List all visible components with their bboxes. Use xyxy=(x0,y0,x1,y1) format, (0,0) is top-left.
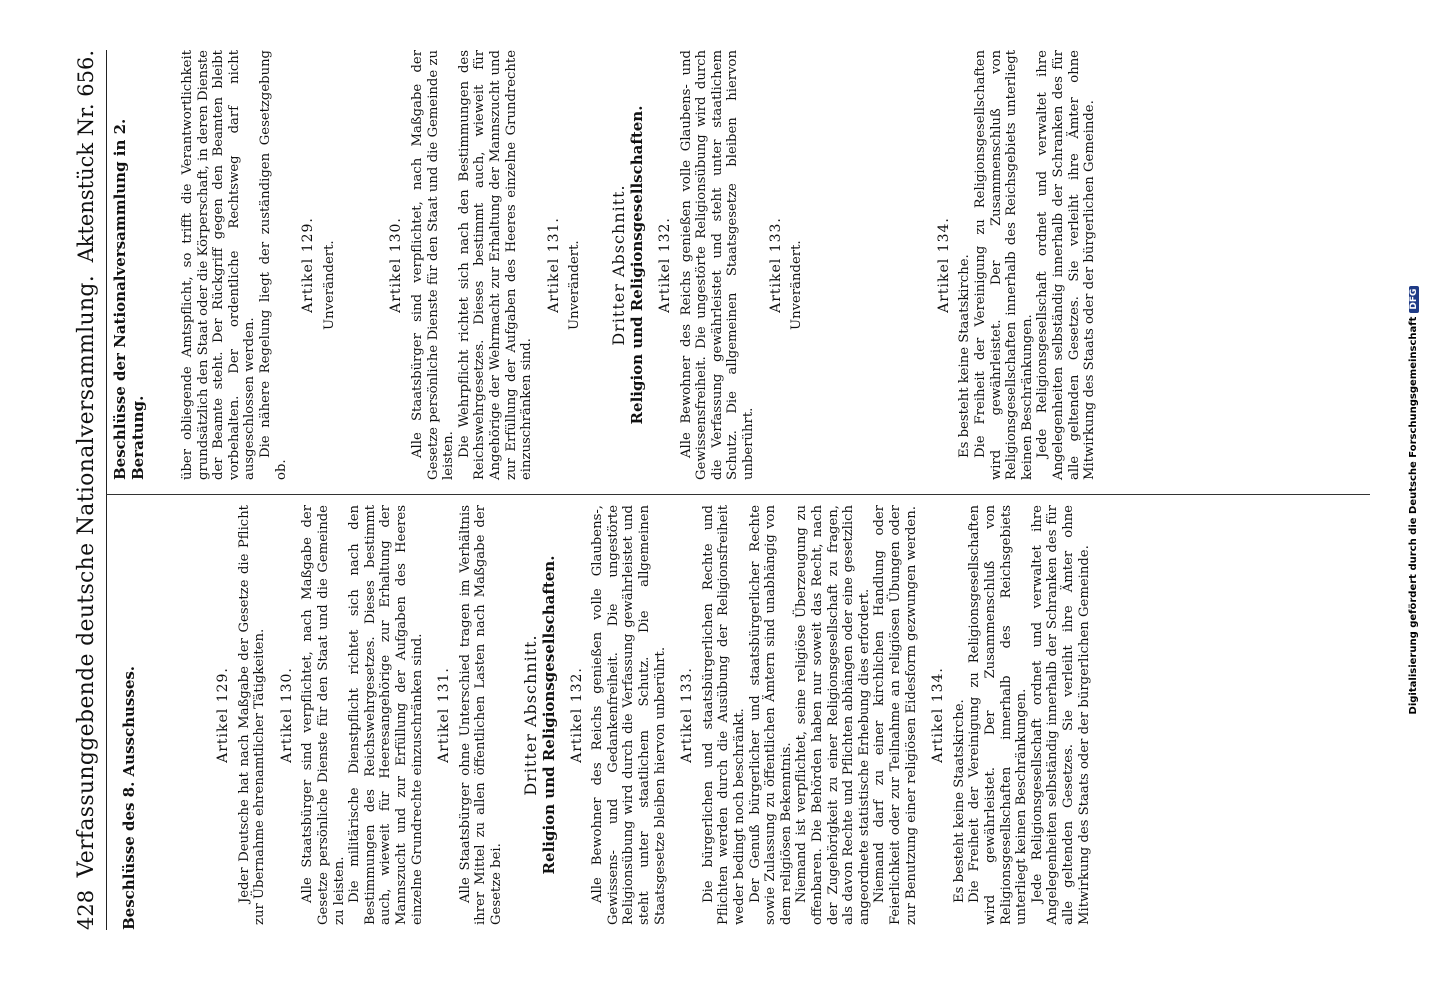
section-label: Dritter Abschnitt. xyxy=(520,634,540,796)
credit-text: Digitalisierung gefördert durch die Deutsche Forschungsgemeinschaft xyxy=(1408,316,1419,715)
dfg-logo: DFG xyxy=(1409,286,1419,313)
article-text: Es besteht keine Staatskirche. xyxy=(951,699,967,903)
article-text: Niemand ist verpflichtet, seine religiöse Überzeugung zu offenbaren. Die Behörden haben nur soweit das Recht, nach der Zugehörigkeit zu einer Religionsgesellschaft zu fragen, als davon Rechte und Pflichten abhängen oder eine gesetzlich angeordnete statistische Erhebung dies erfordert. xyxy=(794,505,872,925)
article-text: Es besteht keine Staatskirche. xyxy=(957,254,973,458)
article-title: Artikel 129. xyxy=(215,667,231,763)
section-title: Religion und Religionsgesellschaften. xyxy=(628,105,647,425)
article-title: Artikel 133. xyxy=(767,217,784,313)
aktenstueck-number: Aktenstück Nr. 656. xyxy=(74,50,98,263)
article-text: Alle Bewohner des Reichs genießen volle Glaubens-, Gewissens- und Gedankenfreiheit. Die ungestörte Religionsübung wird durch die Verfassung gewährleistet und steht unter staatlichem Schutz. Die allgemeinen Staatsgesetze bleiben hiervon unberührt. xyxy=(590,505,668,925)
article-text: Unverändert. xyxy=(789,240,805,330)
article-text: Alle Bewohner des Reichs genießen volle Glaubens- und Gewissensfreiheit. Die ungestörte Religionsübung wird durch die Verfassung gewährleistet und steht unter staatlichem Schutz. Die allgemeinen Staatsgesetze bleiben hiervon unberührt. xyxy=(678,50,757,480)
article-text: Alle Staatsbürger sind verpflichtet, nach Maßgabe der Gesetze persönliche Dienste für den Staat und die Gemeinde zu leisten. xyxy=(409,50,457,480)
article-title: Artikel 130. xyxy=(278,667,295,763)
article-text: Alle Staatsbürger ohne Unterschied tragen im Verhältnis ihrer Mittel zu allen öffentlichen Lasten nach Maßgabe der Gesetze bei. xyxy=(457,505,504,925)
continuation-text: über obliegende Amtspflicht, so trifft die Verantwortlichkeit grundsätzlich den Staat oder die Körperschaft, in deren Dienste der Beamte steht. Der Rückgriff gegen den Beamten bleibt vorbehalten. Der ordentliche Rechtsweg darf nicht ausgeschlossen werden. xyxy=(180,50,258,480)
article-text: Die Freiheit der Vereinigung zu Religionsgesellschaften wird gewährleistet. Der Zusammenschluß von Religionsgesellschaften innerhalb des Reichsgebiets unterliegt keinen Beschränkungen. xyxy=(967,505,1030,925)
article-text: Unverändert. xyxy=(567,240,583,330)
article-title: Artikel 131. xyxy=(436,667,453,763)
article-title: Artikel 130. xyxy=(388,217,405,313)
column-divider xyxy=(106,494,1370,495)
left-column xyxy=(170,505,1092,925)
article-text: Unverändert. xyxy=(321,240,337,330)
article-text: Niemand darf zu einer kirchlichen Handlung oder Feierlichkeit oder zur Teilnahme an religiösen Übungen oder zur Benutzung einer religiösen Eidesform gezwungen werden. xyxy=(872,505,919,925)
article-title: Artikel 132. xyxy=(568,667,585,763)
article-title: Artikel 134. xyxy=(935,217,952,313)
article-text: Die Wehrpflicht richtet sich nach den Bestimmungen des Reichswehrgesetzes. Dieses bestimmt auch, wieweit für Angehörige der Wehrmacht zur Erhaltung der Mannszucht und zur Erfüllung der Aufgaben des Heeres einzelne Grundrechte einzuschränken sind. xyxy=(456,50,535,480)
article-text: Der Genuß bürgerlicher und staatsbürgerlicher Rechte sowie Zulassung zu öffentlichen Ämtern sind unabhängig von dem religiösen Bekenntnis. xyxy=(747,505,794,925)
article-text: Alle Staatsbürger sind verpflichtet, nach Maßgabe der Gesetze persönliche Dienste für den Staat und die Gemeinde zu leisten. xyxy=(300,505,347,925)
page-number: 428 xyxy=(74,889,98,930)
right-column xyxy=(170,50,1098,480)
article-text: Jede Religionsgesellschaft ordnet und verwaltet ihre Angelegenheiten selbständig innerhalb der Schranken des für alle geltenden Gesetzes. Sie verleiht ihre Ämter ohne Mitwirkung des Staats oder der bürgerlichen Gemeinde. xyxy=(1029,505,1092,925)
article-text: Die bürgerlichen und staatsbürgerlichen Rechte und Pflichten werden durch die Ausübung der Religionsfreiheit weder bedingt noch beschränkt. xyxy=(700,505,748,925)
section-label: Dritter Abschnitt. xyxy=(608,184,628,346)
article-title: Artikel 131. xyxy=(545,217,562,313)
section-title: Religion und Religionsgesellschaften. xyxy=(540,555,559,875)
page-title: Verfassunggebende deutsche Nationalversammlung. xyxy=(73,274,99,878)
article-text: Jeder Deutsche hat nach Maßgabe der Gesetze die Pflicht zur Übernahme ehrenamtlicher Tätigkeiten. xyxy=(236,505,268,925)
article-text: Die militärische Dienstpflicht richtet sich nach den Bestimmungen des Reichswehrgesetzes. Dieses bestimmt auch, wieweit für Heeresangehörige zur Erhaltung der Mannszucht und zur Erfüllung der Aufgaben des Heeres einzelne Grundrechte einzuschränken sind. xyxy=(347,505,425,925)
article-title: Artikel 129. xyxy=(300,217,317,313)
article-text: Die Freiheit der Vereinigung zu Religionsgesellschaften wird gewährleistet. Der Zusammenschluß von Religionsgesellschaften innerhalb des Reichsgebiets unterliegt keinen Beschränkungen. xyxy=(973,50,1035,480)
running-head xyxy=(66,50,107,930)
left-column-heading: Beschlüsse des 8. Ausschusses. xyxy=(120,665,138,930)
article-text: Jede Religionsgesellschaft ordnet und verwaltet ihre Angelegenheiten selbständig innerhalb der Schranken des für alle geltenden Gesetzes. Sie verleiht ihre Ämter ohne Mitwirkung des Staats oder der bürgerlichen Gemeinde. xyxy=(1035,50,1098,480)
article-title: Artikel 134. xyxy=(930,667,947,763)
article-title: Artikel 133. xyxy=(679,667,696,763)
digitization-credit xyxy=(1408,0,1428,1000)
right-column-heading: Beschlüsse der Nationalversammlung in 2. Beratung. xyxy=(111,118,147,480)
article-title: Artikel 132. xyxy=(657,217,674,313)
continuation-text: Die nähere Regelung liegt der zuständigen Gesetzgebung ob. xyxy=(257,50,289,480)
